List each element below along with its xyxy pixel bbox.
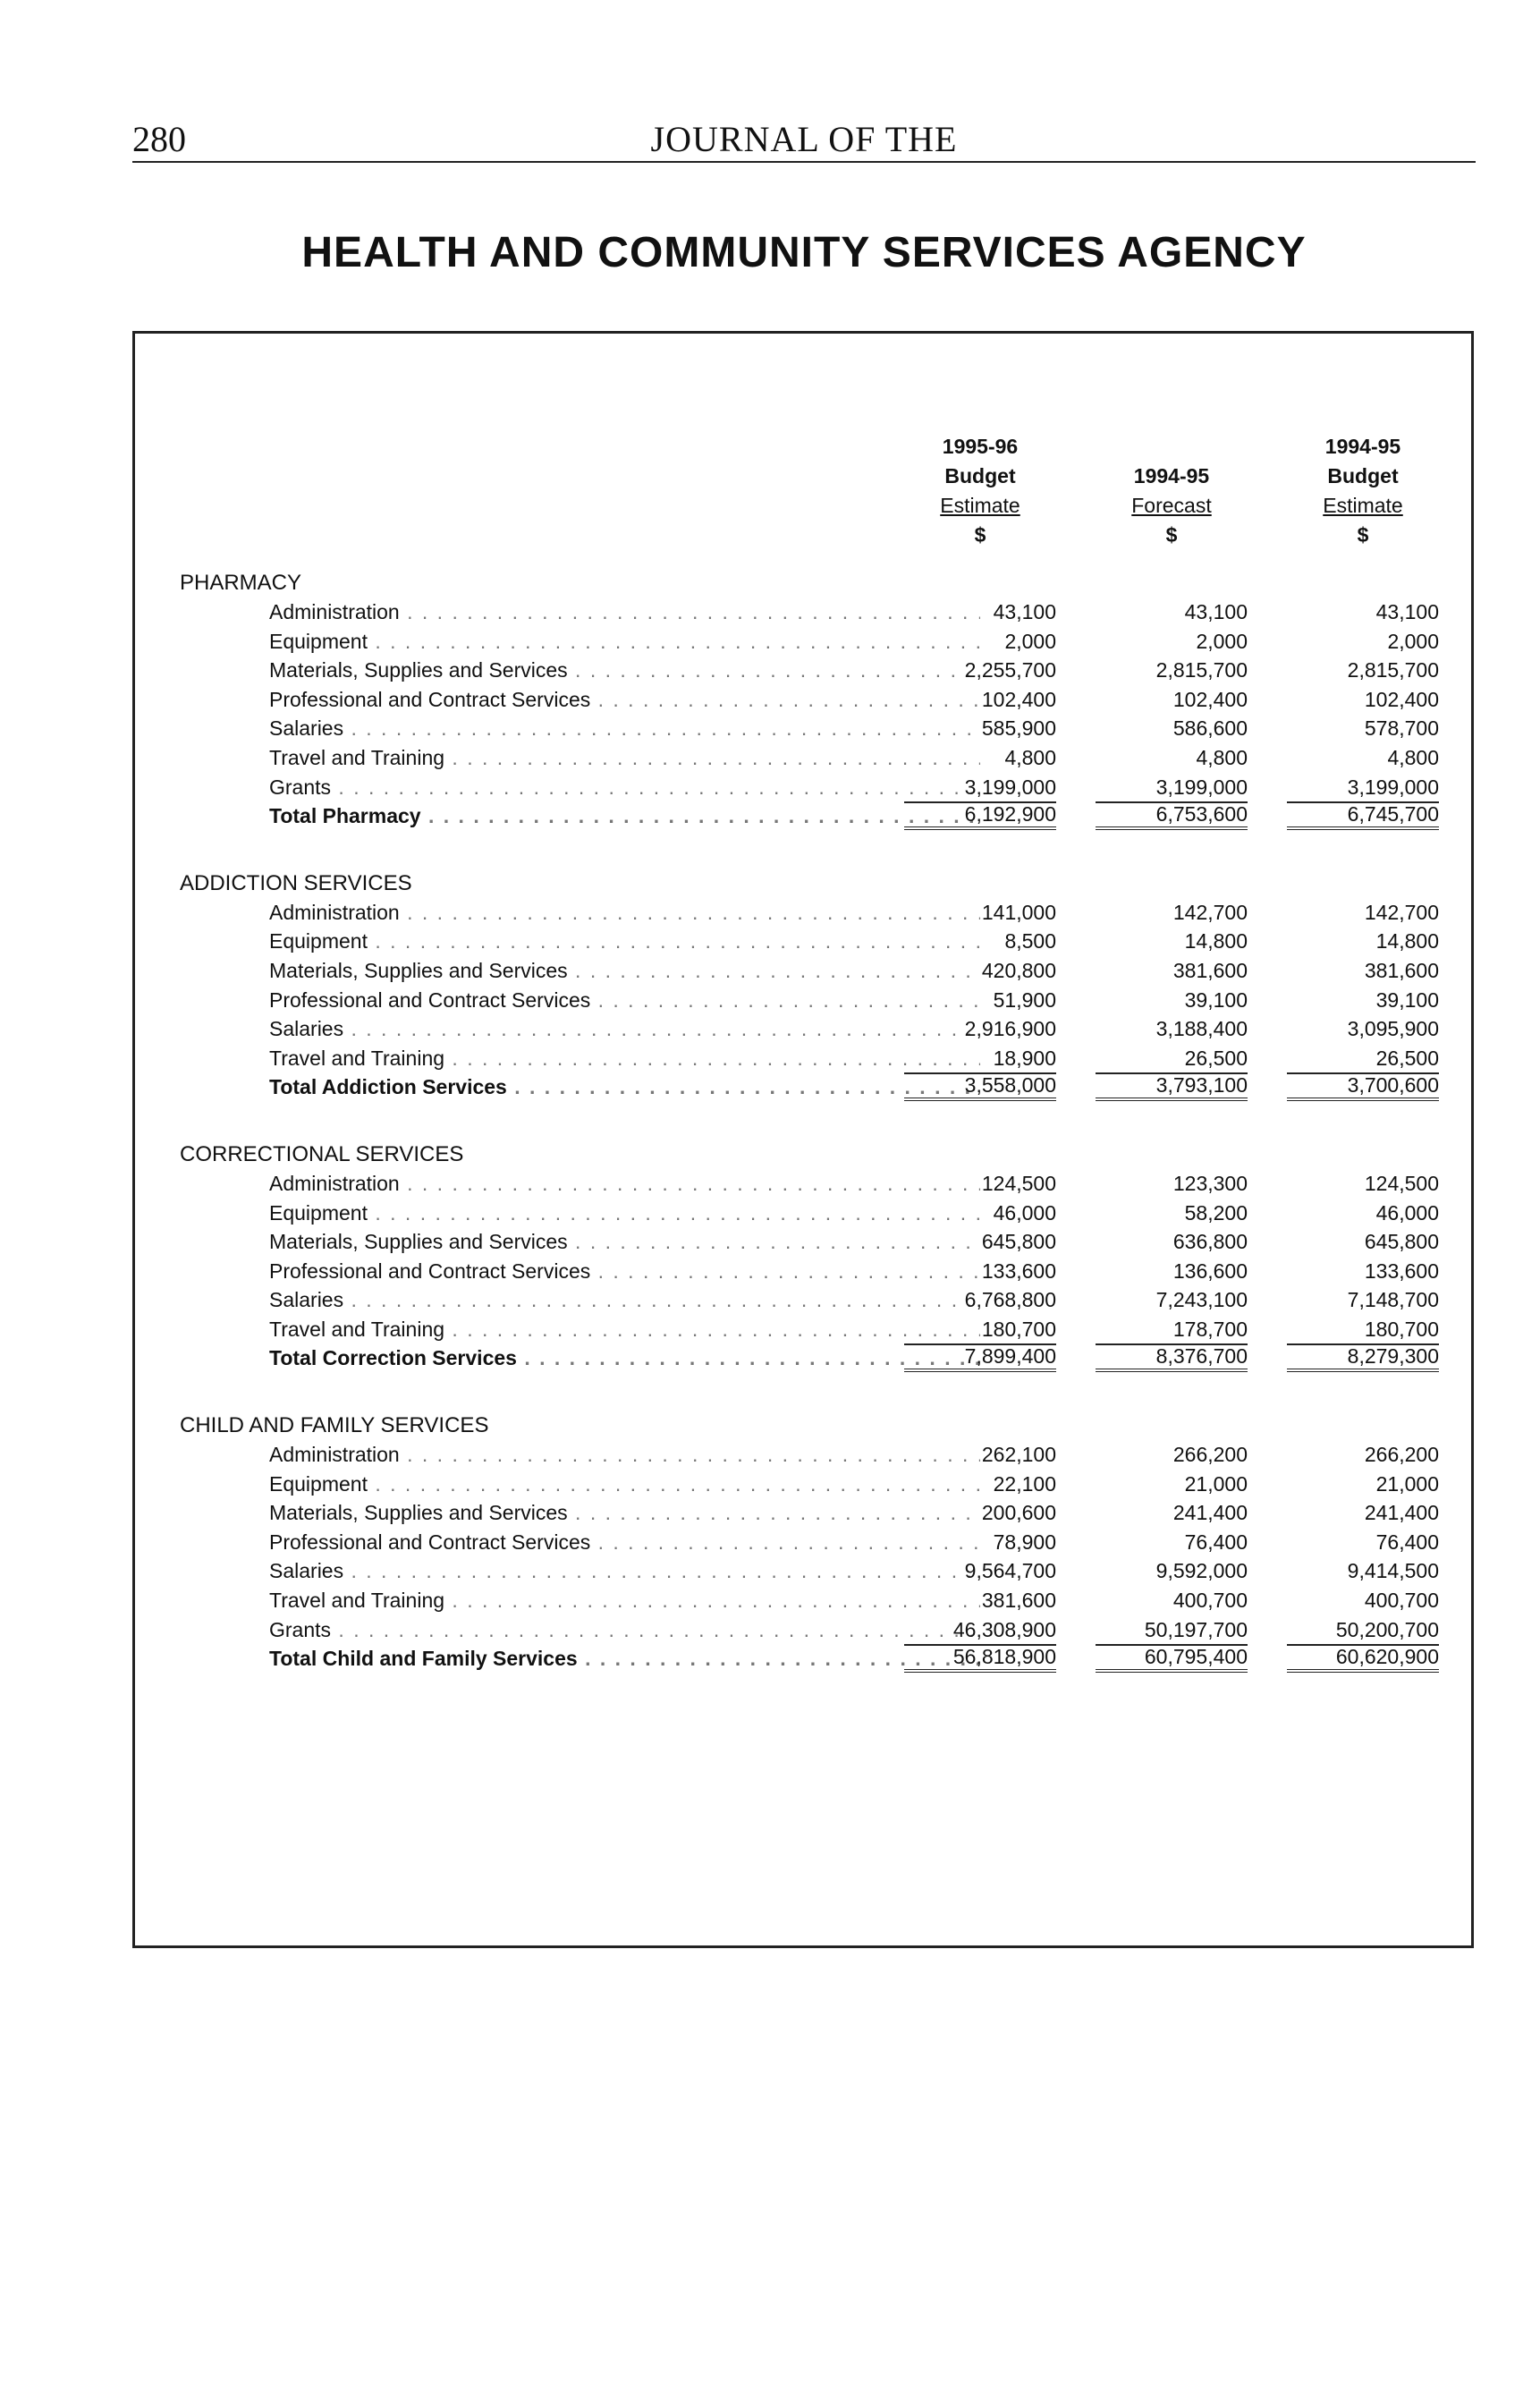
row-label: Materials, Supplies and Services . . . xyxy=(269,956,980,986)
value-cell: 8,500 xyxy=(1004,929,1056,953)
value-cell: 3,199,000 xyxy=(1096,773,1248,804)
value-cell: 645,800 xyxy=(981,1230,1056,1254)
value-cell: 123,300 xyxy=(1172,1171,1248,1195)
value-cell: 178,700 xyxy=(1096,1315,1248,1346)
value-cell: 21,000 xyxy=(1184,1471,1248,1496)
row-label: Salaries . . . xyxy=(269,1014,980,1044)
value-cell: 3,199,000 xyxy=(904,773,1056,804)
table-row xyxy=(135,1014,1471,1044)
value-cell: 46,000 xyxy=(1375,1200,1439,1225)
value-cell: 381,600 xyxy=(1172,958,1248,982)
table-row xyxy=(135,1586,1471,1615)
value-cell: 8,279,300 xyxy=(1287,1343,1439,1372)
value-cell: 200,600 xyxy=(981,1501,1056,1525)
row-label: Travel and Training . . . xyxy=(269,1044,980,1073)
value-cell: 102,400 xyxy=(1364,687,1439,711)
value-cell: 46,000 xyxy=(993,1200,1056,1225)
running-header xyxy=(132,116,1476,163)
section-title: CHILD AND FAMILY SERVICES xyxy=(180,1413,489,1438)
row-label: Professional and Contract Services . . . xyxy=(269,1257,980,1286)
value-cell: 241,400 xyxy=(1172,1501,1248,1525)
value-cell: 18,900 xyxy=(904,1044,1056,1075)
table-row xyxy=(135,1498,1471,1528)
value-cell: 8,376,700 xyxy=(1096,1343,1248,1372)
value-cell: 2,000 xyxy=(1004,629,1056,653)
table-row xyxy=(135,1470,1471,1499)
table-row xyxy=(135,927,1471,956)
row-label: Administration . . . xyxy=(269,1169,980,1199)
table-row xyxy=(135,1556,1471,1586)
value-cell: 636,800 xyxy=(1172,1230,1248,1254)
value-cell: 381,600 xyxy=(1364,958,1439,982)
row-label: Travel and Training . . . xyxy=(269,1315,980,1344)
value-cell: 4,800 xyxy=(1387,745,1439,769)
value-cell: 50,200,700 xyxy=(1287,1615,1439,1647)
value-cell: 266,200 xyxy=(1172,1443,1248,1467)
value-cell: 141,000 xyxy=(981,900,1056,924)
row-label: Equipment . . . xyxy=(269,1470,980,1499)
value-cell: 14,800 xyxy=(1184,929,1248,953)
value-cell: 133,600 xyxy=(1364,1259,1439,1283)
value-cell: 60,795,400 xyxy=(1096,1644,1248,1673)
section-addiction-services xyxy=(135,869,1471,1102)
value-cell: 3,095,900 xyxy=(1347,1017,1439,1041)
table-row xyxy=(135,1615,1471,1645)
value-cell: 7,243,100 xyxy=(1155,1288,1248,1312)
row-label: Materials, Supplies and Services . . . xyxy=(269,1227,980,1257)
table-row xyxy=(135,1169,1471,1199)
value-cell: 7,148,700 xyxy=(1347,1288,1439,1312)
section-child-and-family-services xyxy=(135,1411,1471,1674)
value-cell: 381,600 xyxy=(981,1589,1056,1613)
row-label: Materials, Supplies and Services . . . xyxy=(269,656,980,685)
value-cell: 142,700 xyxy=(1364,900,1439,924)
section-pharmacy xyxy=(135,568,1471,831)
value-cell: 142,700 xyxy=(1172,900,1248,924)
total-row xyxy=(135,1644,1471,1674)
budget-table xyxy=(132,331,1474,1948)
value-cell: 7,899,400 xyxy=(904,1343,1056,1372)
value-cell: 4,800 xyxy=(1196,745,1248,769)
value-cell: 102,400 xyxy=(1172,687,1248,711)
table-row xyxy=(135,1044,1471,1073)
column-header-1994-95-budget-estimate: 1994-95 Budget Estimate $ xyxy=(1323,435,1403,547)
section-title: ADDICTION SERVICES xyxy=(180,870,412,895)
table-sections xyxy=(135,568,1471,1711)
value-cell: 39,100 xyxy=(1375,987,1439,1012)
value-cell: 14,800 xyxy=(1375,929,1439,953)
value-cell: 2,000 xyxy=(1196,629,1248,653)
value-cell: 6,768,800 xyxy=(964,1288,1056,1312)
value-cell: 124,500 xyxy=(1364,1171,1439,1195)
running-head: JOURNAL OF THE xyxy=(650,119,958,159)
row-label: Equipment . . . xyxy=(269,927,980,956)
value-cell: 4,800 xyxy=(1004,745,1056,769)
row-label: Salaries . . . xyxy=(269,1285,980,1315)
value-cell: 78,900 xyxy=(993,1530,1056,1554)
table-row xyxy=(135,714,1471,743)
table-row xyxy=(135,1315,1471,1344)
value-cell: 46,308,900 xyxy=(904,1615,1056,1647)
value-cell: 586,600 xyxy=(1172,716,1248,741)
value-cell: 6,192,900 xyxy=(904,801,1056,830)
page-number: 280 xyxy=(132,119,186,159)
value-cell: 76,400 xyxy=(1375,1530,1439,1554)
row-label: Total Addiction Services . . . xyxy=(269,1072,980,1102)
value-cell: 645,800 xyxy=(1364,1230,1439,1254)
value-cell: 21,000 xyxy=(1375,1471,1439,1496)
value-cell: 400,700 xyxy=(1364,1589,1439,1613)
value-cell: 22,100 xyxy=(993,1471,1056,1496)
value-cell: 51,900 xyxy=(993,987,1056,1012)
value-cell: 136,600 xyxy=(1172,1259,1248,1283)
value-cell: 56,818,900 xyxy=(904,1644,1056,1673)
row-label: Equipment . . . xyxy=(269,627,980,657)
value-cell: 43,100 xyxy=(1375,600,1439,623)
section-title: PHARMACY xyxy=(180,571,302,595)
value-cell: 26,500 xyxy=(1096,1044,1248,1075)
table-row xyxy=(135,956,1471,986)
value-cell: 578,700 xyxy=(1364,716,1439,741)
value-cell: 6,745,700 xyxy=(1287,801,1439,830)
table-row xyxy=(135,1199,1471,1228)
column-headers xyxy=(135,432,1471,566)
value-cell: 180,700 xyxy=(904,1315,1056,1346)
total-row xyxy=(135,1072,1471,1102)
column-header-1995-96-budget-estimate: 1995-96 Budget Estimate $ xyxy=(940,435,1020,547)
table-row xyxy=(135,656,1471,685)
row-label: Travel and Training . . . xyxy=(269,1586,980,1615)
table-row xyxy=(135,1528,1471,1557)
row-label: Salaries . . . xyxy=(269,714,980,743)
row-label: Total Child and Family Services . . . xyxy=(269,1644,980,1674)
row-label: Professional and Contract Services . . . xyxy=(269,1528,980,1557)
value-cell: 3,199,000 xyxy=(1287,773,1439,804)
row-label: Administration . . . xyxy=(269,898,980,928)
value-cell: 3,558,000 xyxy=(904,1072,1056,1101)
value-cell: 26,500 xyxy=(1287,1044,1439,1075)
table-row xyxy=(135,1285,1471,1315)
value-cell: 420,800 xyxy=(981,958,1056,982)
row-label: Professional and Contract Services . . . xyxy=(269,986,980,1015)
value-cell: 133,600 xyxy=(981,1259,1056,1283)
value-cell: 2,815,700 xyxy=(1347,658,1439,682)
value-cell: 9,592,000 xyxy=(1155,1559,1248,1583)
table-row xyxy=(135,1257,1471,1286)
row-label: Grants . . . xyxy=(269,1615,980,1645)
row-label: Materials, Supplies and Services . . . xyxy=(269,1498,980,1528)
row-label: Equipment . . . xyxy=(269,1199,980,1228)
row-label: Administration . . . xyxy=(269,598,980,627)
row-label: Salaries . . . xyxy=(269,1556,980,1586)
row-label: Travel and Training . . . xyxy=(269,743,980,773)
value-cell: 400,700 xyxy=(1172,1589,1248,1613)
value-cell: 2,255,700 xyxy=(964,658,1056,682)
value-cell: 3,793,100 xyxy=(1096,1072,1248,1101)
value-cell: 43,100 xyxy=(993,600,1056,623)
value-cell: 76,400 xyxy=(1184,1530,1248,1554)
total-row xyxy=(135,801,1471,831)
row-label: Professional and Contract Services . . . xyxy=(269,685,980,715)
value-cell: 60,620,900 xyxy=(1287,1644,1439,1673)
value-cell: 50,197,700 xyxy=(1096,1615,1248,1647)
table-row xyxy=(135,773,1471,802)
value-cell: 2,916,900 xyxy=(964,1017,1056,1041)
value-cell: 2,000 xyxy=(1387,629,1439,653)
total-row xyxy=(135,1343,1471,1373)
value-cell: 3,188,400 xyxy=(1155,1017,1248,1041)
value-cell: 124,500 xyxy=(981,1171,1056,1195)
row-label: Administration . . . xyxy=(269,1440,980,1470)
table-row xyxy=(135,898,1471,928)
table-row xyxy=(135,598,1471,627)
agency-title: HEALTH AND COMMUNITY SERVICES AGENCY xyxy=(301,229,1307,276)
value-cell: 3,700,600 xyxy=(1287,1072,1439,1101)
column-header-1994-95-forecast: 1994-95 Forecast $ xyxy=(1131,464,1212,547)
table-row xyxy=(135,743,1471,773)
table-row xyxy=(135,986,1471,1015)
table-row xyxy=(135,1227,1471,1257)
value-cell: 58,200 xyxy=(1184,1200,1248,1225)
section-correctional-services xyxy=(135,1140,1471,1373)
section-title: CORRECTIONAL SERVICES xyxy=(180,1141,464,1166)
row-label: Total Correction Services . . . xyxy=(269,1343,980,1373)
value-cell: 102,400 xyxy=(981,687,1056,711)
row-label: Total Pharmacy . . . xyxy=(269,801,980,831)
value-cell: 9,414,500 xyxy=(1347,1559,1439,1583)
row-label: Grants . . . xyxy=(269,773,980,802)
value-cell: 6,753,600 xyxy=(1096,801,1248,830)
value-cell: 39,100 xyxy=(1184,987,1248,1012)
table-row xyxy=(135,627,1471,657)
value-cell: 2,815,700 xyxy=(1155,658,1248,682)
value-cell: 180,700 xyxy=(1287,1315,1439,1346)
value-cell: 266,200 xyxy=(1364,1443,1439,1467)
value-cell: 262,100 xyxy=(981,1443,1056,1467)
table-row xyxy=(135,1440,1471,1470)
value-cell: 43,100 xyxy=(1184,600,1248,623)
value-cell: 9,564,700 xyxy=(964,1559,1056,1583)
value-cell: 241,400 xyxy=(1364,1501,1439,1525)
value-cell: 585,900 xyxy=(981,716,1056,741)
table-row xyxy=(135,685,1471,715)
